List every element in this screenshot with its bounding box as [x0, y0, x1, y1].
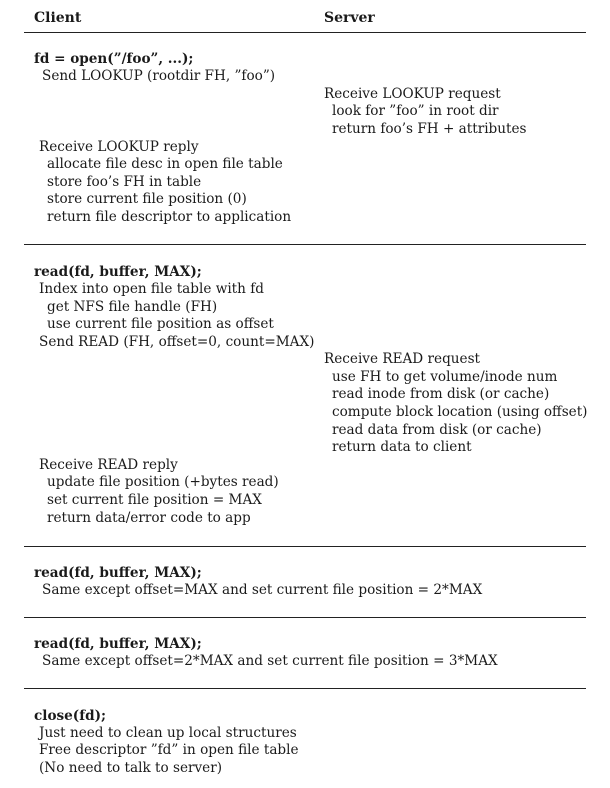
client-step: return data/error code to app	[47, 510, 251, 526]
client-step: use current file position as offset	[47, 316, 274, 332]
client-step: store foo’s FH in table	[47, 174, 202, 190]
server-step: return foo’s FH + attributes	[332, 121, 527, 137]
section-divider	[24, 546, 586, 547]
client-step: (No need to talk to server)	[39, 760, 223, 776]
client-step: return file descriptor to application	[47, 209, 292, 225]
client-step: update file position (+bytes read)	[47, 474, 279, 490]
client-step: Receive READ reply	[39, 457, 178, 473]
section-divider	[24, 688, 586, 689]
call-close: close(fd);	[34, 708, 107, 724]
client-step: Send READ (FH, offset=0, count=MAX)	[39, 334, 315, 350]
section-divider	[24, 244, 586, 245]
client-step: Same except offset=MAX and set current file position = 2*MAX	[42, 582, 483, 598]
client-step: Index into open file table with fd	[39, 281, 264, 297]
server-step: use FH to get volume/inode num	[332, 369, 558, 385]
client-step: get NFS file handle (FH)	[47, 299, 218, 315]
server-step: Receive READ request	[324, 351, 481, 367]
server-step: compute block location (using offset)	[332, 404, 588, 420]
client-step: allocate file desc in open file table	[47, 156, 283, 172]
call-read: read(fd, buffer, MAX);	[34, 565, 202, 581]
client-step: Receive LOOKUP reply	[39, 139, 199, 155]
client-column-header: Client	[34, 10, 82, 26]
call-read: read(fd, buffer, MAX);	[34, 264, 202, 280]
header-divider	[24, 32, 586, 33]
server-step: look for ”foo” in root dir	[332, 103, 499, 119]
call-read: read(fd, buffer, MAX);	[34, 636, 202, 652]
server-step: read data from disk (or cache)	[332, 422, 542, 438]
client-step: Just need to clean up local structures	[39, 725, 297, 741]
server-step: Receive LOOKUP request	[324, 86, 501, 102]
client-step: Send LOOKUP (rootdir FH, ”foo”)	[42, 68, 276, 84]
section-divider	[24, 617, 586, 618]
client-step: Free descriptor ”fd” in open file table	[39, 742, 299, 758]
server-column-header: Server	[324, 10, 375, 26]
server-step: return data to client	[332, 439, 472, 455]
client-step: store current file position (0)	[47, 191, 247, 207]
call-open: fd = open(”/foo”, ...);	[34, 51, 194, 67]
client-step: Same except offset=2*MAX and set current file position = 3*MAX	[42, 653, 498, 669]
server-step: read inode from disk (or cache)	[332, 386, 550, 402]
client-step: set current file position = MAX	[47, 492, 262, 508]
